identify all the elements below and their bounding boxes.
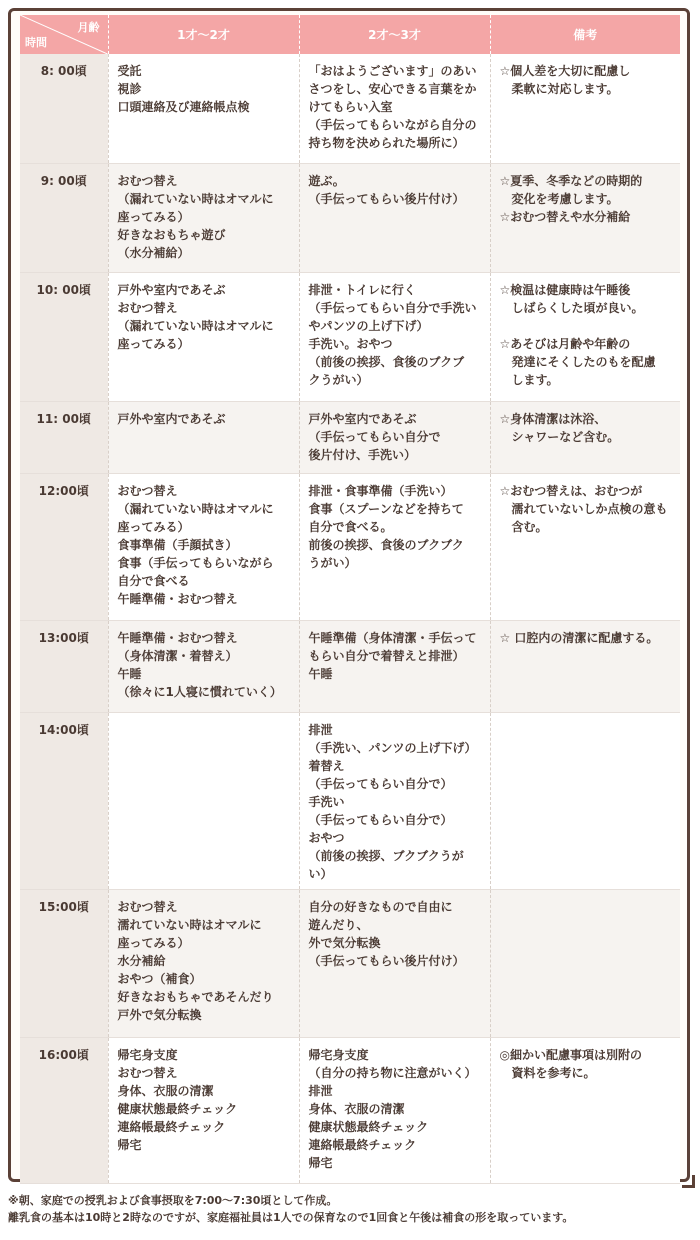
cell-age-2-3: 午睡準備（身体清潔・手伝って もらい自分で着替えと排泄） 午睡 — [299, 620, 490, 712]
header-remarks: 備考 — [490, 15, 680, 54]
table-row — [20, 163, 680, 272]
footnote-line: 離乳食の基本は10時と2時なのですが、家庭福祉員は1人での保育なので1回食と午後は補食の形を取っています。 — [8, 1211, 574, 1224]
cell-age-2-3: 「おはようございます」のあい さつをし、安心できる言葉をか けてもらい入室 （手伝ってもらいながら自分の 持ち物を決められた場所に） — [299, 54, 490, 163]
cell-age-1-2: 受託 視診 口頭連絡及び連絡帳点検 — [108, 54, 299, 163]
cell-age-2-3: 排泄 （手洗い、パンツの上げ下げ） 着替え （手伝ってもらい自分で） 手洗い （手伝ってもらい自分で） おやつ （前後の挨拶、ブクブクうがい） — [299, 712, 490, 889]
cell-remarks: ☆夏季、冬季などの時期的 変化を考慮します。 ☆おむつ替えや水分補給 — [490, 163, 680, 272]
footnote-line: ※朝、家庭での授乳および食事摂取を7:00～7:30頃として作成。 — [8, 1194, 338, 1207]
time-cell: 9: 00頃 — [20, 163, 108, 272]
cell-age-2-3: 遊ぶ。 （手伝ってもらい後片付け） — [299, 163, 490, 272]
cell-remarks: ☆検温は健康時は午睡後 しばらくした頃が良い。 ☆あそびは月齢や年齢の 発達にそくしたのもを配慮 します。 — [490, 272, 680, 401]
time-cell: 10: 00頃 — [20, 272, 108, 401]
table-row — [20, 1037, 680, 1183]
cell-age-1-2: 帰宅身支度 おむつ替え 身体、衣服の清潔 健康状態最終チェック 連絡帳最終チェック 帰宅 — [108, 1037, 299, 1183]
table-row — [20, 620, 680, 712]
cell-remarks: ◎細かい配慮事項は別附の 資料を参考に。 — [490, 1037, 680, 1183]
time-cell: 13:00頃 — [20, 620, 108, 712]
cell-age-1-2: 午睡準備・おむつ替え （身体清潔・着替え） 午睡 （徐々に1人寝に慣れていく） — [108, 620, 299, 712]
cell-remarks: ☆個人差を大切に配慮し 柔軟に対応します。 — [490, 54, 680, 163]
footnote — [8, 1192, 698, 1226]
cell-remarks: ☆ 口腔内の清潔に配慮する。 — [490, 620, 680, 712]
cell-age-1-2: 戸外や室内であそぶ — [108, 401, 299, 473]
cell-age-2-3: 戸外や室内であそぶ （手伝ってもらい自分で 後片付け、手洗い） — [299, 401, 490, 473]
table-row — [20, 712, 680, 889]
header-age-1-2: 1才～2才 — [108, 15, 299, 54]
time-cell: 16:00頃 — [20, 1037, 108, 1183]
cell-age-1-2: おむつ替え （漏れていない時はオマルに 座ってみる） 食事準備（手顔拭き） 食事（手伝ってもらいながら 自分で食べる 午睡準備・おむつ替え — [108, 473, 299, 620]
header-time-label: 時間 — [25, 36, 47, 49]
cell-age-2-3: 排泄・トイレに行く （手伝ってもらい自分で手洗い やパンツの上げ下げ） 手洗い。おやつ （前後の挨拶、食後のブクブ クうがい） — [299, 272, 490, 401]
time-cell: 11: 00頃 — [20, 401, 108, 473]
table-row — [20, 401, 680, 473]
header-age-label: 月齢 — [77, 21, 100, 34]
table-row — [20, 54, 680, 163]
cell-age-1-2: おむつ替え （漏れていない時はオマルに 座ってみる） 好きなおもちゃ遊び （水分補給） — [108, 163, 299, 272]
table-header-row — [20, 15, 680, 54]
cell-age-2-3: 自分の好きなもので自由に 遊んだり、 外で気分転換 （手伝ってもらい後片付け） — [299, 889, 490, 1037]
cell-remarks: ☆身体清潔は沐浴、 シャワーなど含む。 — [490, 401, 680, 473]
daily-schedule-table — [20, 15, 680, 1184]
time-cell: 15:00頃 — [20, 889, 108, 1037]
cell-remarks: ☆おむつ替えは、おむつが 濡れていないしか点検の意も 含む。 — [490, 473, 680, 620]
cell-age-1-2: 戸外や室内であそぶ おむつ替え （漏れていない時はオマルに 座ってみる） — [108, 272, 299, 401]
table-row — [20, 889, 680, 1037]
table-row — [20, 272, 680, 401]
cell-remarks — [490, 889, 680, 1037]
time-cell: 14:00頃 — [20, 712, 108, 889]
header-corner — [20, 15, 108, 54]
table-row — [20, 473, 680, 620]
time-cell: 8: 00頃 — [20, 54, 108, 163]
cell-age-2-3: 帰宅身支度 （自分の持ち物に注意がいく） 排泄 身体、衣服の清潔 健康状態最終チェック 連絡帳最終チェック 帰宅 — [299, 1037, 490, 1183]
cell-age-1-2: おむつ替え 濡れていない時はオマルに 座ってみる） 水分補給 おやつ（補食） 好きなおもちゃであそんだり 戸外で気分転換 — [108, 889, 299, 1037]
cell-age-1-2 — [108, 712, 299, 889]
time-cell: 12:00頃 — [20, 473, 108, 620]
header-age-2-3: 2才～3才 — [299, 15, 490, 54]
cell-age-2-3: 排泄・食事準備（手洗い） 食事（スプーンなどを持ちて 自分で食べる。 前後の挨拶、食後のブクブク うがい） — [299, 473, 490, 620]
cell-remarks — [490, 712, 680, 889]
